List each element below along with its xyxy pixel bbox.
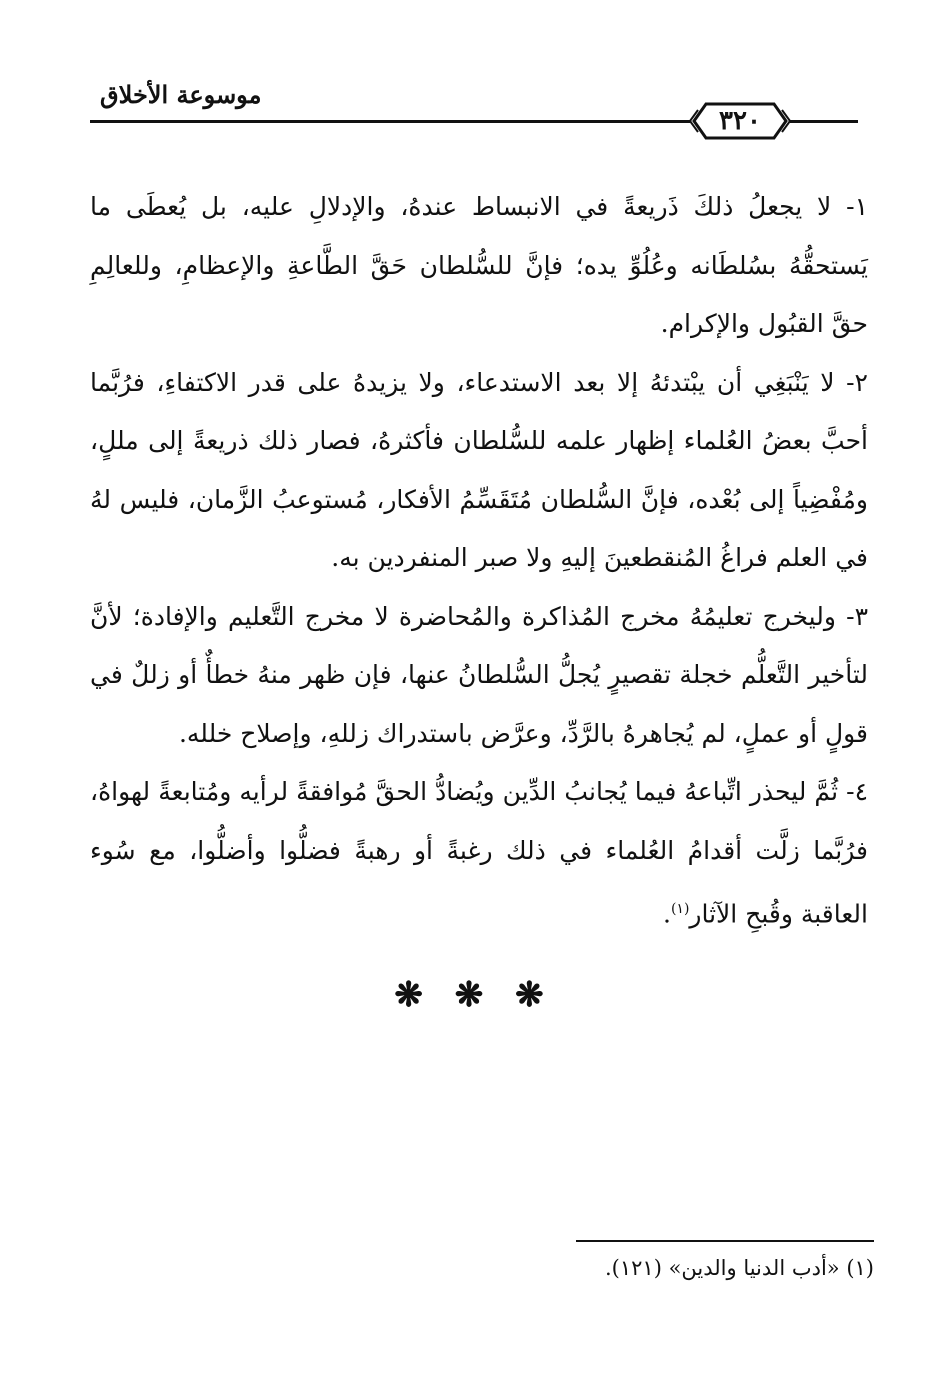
- item-number: ٢-: [834, 367, 868, 397]
- running-title: موسوعة الأخلاق: [100, 80, 262, 109]
- paragraph-text: وليخرج تعليمُهُ مخرج المُذاكرة والمُحاضرة لا مخرج التَّعليم والإفادة؛ لأنَّ لتأخير التَّعلُّم خجلة تقصيرٍ يُجلُّ السُّلطانُ عنها، فإن ظهر منهُ خطأٌ أو زللٌ في قولٍ أو عملٍ، لم يُجاهرهُ بالرَّدِّ، وعرَّض باستدراك زللهِ، وإصلاح خلله.: [90, 601, 868, 748]
- paragraph-2: [90, 354, 868, 588]
- paragraph-1: [90, 178, 868, 354]
- page-number-badge: [688, 98, 792, 144]
- section-separator: ❋ ❋ ❋: [394, 975, 554, 1015]
- footnote: (١) «أدب الدنيا والدين» (١٢١).: [604, 1256, 874, 1280]
- main-text: [90, 178, 868, 944]
- footnote-reference[interactable]: (١): [670, 901, 690, 917]
- paragraph-text: لا يجعلُ ذلكَ ذَريعةً في الانبساط عندهُ، والإدلالِ عليه، بل يُعطَى ما يَستحقُّهُ بسُلطَانه وعُلُوِّ يده؛ فإنَّ للسُّلطان حَقَّ الطَّاعةِ والإعظامِ، وللعالِمِ حقَّ القبُول والإكرام.: [90, 192, 868, 338]
- footnote-rule: [576, 1240, 874, 1242]
- item-number: ٤-: [838, 777, 868, 806]
- paragraph-text: ثُمَّ ليحذر اتِّباعهُ فيما يُجانبُ الدِّين ويُضادُّ الحقَّ مُوافقةً لرأيه ومُتابعةً لهواهُ، فرُبَّما زلَّت أقدامُ العُلماء في ذلك رغبةً أو رهبةً فضلُّوا وأضلُّوا، مع سُوء العاقبة وقُبحِ الآثار: [90, 777, 868, 929]
- paragraph-text: لا يَنْبَغِي أن يبْتدئهُ إلا بعد الاستدعاء، ولا يزيدهُ على قدر الاكتفاءِ، فرُبَّما أحبَّ بعضُ العُلماء إظهار علمه للسُّلطان فأكثرهُ، فصار ذلك ذريعةً إلى مللٍ، ومُفْضِياً إلى بُعْده، فإنَّ السُّلطان مُتَقَسِّمُ الأفكار، مُستوعبُ الزَّمان، فليس لهُ في العلم فراغُ المُنقطعينَ إليهِ ولا صبر المنفردين به.: [90, 367, 868, 572]
- item-number: ٣-: [835, 601, 868, 631]
- item-number: ١-: [831, 192, 868, 221]
- header-rule-left: [90, 120, 690, 123]
- paragraph-end: .: [662, 899, 671, 929]
- paragraph-4: [90, 763, 868, 944]
- page-number: ٣٢٠: [719, 106, 761, 136]
- header-rule-right: [790, 120, 858, 123]
- paragraph-3: [90, 588, 868, 764]
